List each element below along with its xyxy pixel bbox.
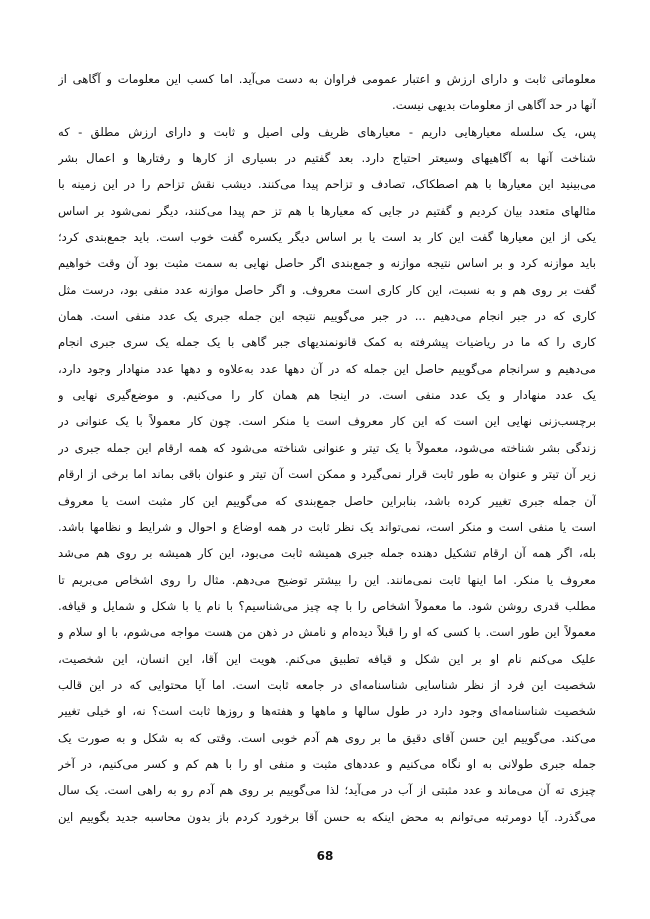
text-line: می‌گذرد. آیا دومرتبه می‌توانم به محض اینکه به حسن آقا برخورد کردم باز بدون محاسبه جدید بگوییم این (58, 809, 596, 824)
text-line: یک عدد منهادار و یک عدد منفی است. در اینجا هم همان کار را می‌کنیم. و موضع‌گیری نهایی و (58, 388, 596, 403)
text-line: زندگی بشر شناخته می‌شود، معمولاً با یک تیتر و عنوانی شناخته می‌شود که همه ارقام این جمله جبری در (58, 440, 596, 455)
text-line: پس، یک سلسله معیارهایی داریم - معیارهای ظریف ولی اصیل و ثابت و دارای ارزش مطلق - که (58, 124, 596, 139)
text-line: می‌بینید این معیارها با هم اصطکاک، تصادف و تزاحم پیدا می‌کنند. دیشب نقش تزاحم را در این زمینه با (58, 177, 596, 192)
text-line: است یا منفی است و منکر است، نمی‌تواند یک نظر ثابت در همه اوضاع و احوال و شرایط و نظامها باشد. (58, 519, 596, 534)
text-line: چیزی ته آن می‌ماند و عدد مثبتی از آب در می‌آید؛ لذا می‌گوییم بر روی هم آدم رو به راهی است. یک سال (58, 783, 596, 798)
text-line: کاری که در جبر انجام می‌دهیم ... در جبر می‌گوییم نتیجه این جمله جبری یک عدد منفی است. همان (58, 309, 596, 324)
text-line: یکی از این معیارها گفت این کار بد است یا بر اساس دیگر یکسره گفت خوب است. باید جمع‌بندی کرد؛ (58, 230, 596, 245)
text-line: معلوماتی ثابت و دارای ارزش و اعتبار عمومی فراوان به دست می‌آید. اما کسب این معلومات و آگاهی از (58, 72, 596, 86)
text-line: آن جمله جبری تغییر کرده باشد، بنابراین حاصل جمع‌بندی که می‌گوییم این کار مثبت است یا معروف (58, 493, 596, 508)
text-line: می‌دهیم و سرانجام می‌گوییم حاصل این جمله که در آن دهها عدد به‌علاوه و دهها عدد منهادار وجود دارد، (58, 361, 596, 376)
page-number: 68 (316, 849, 334, 863)
text-line: شخصیت شناسنامه‌ای وجود دارد در طول سالها و ماهها و هفته‌ها و روزها ثابت است؟ نه، او خیلی تغییر (58, 704, 596, 719)
text-line: مثالهای متعدد بیان کردیم و گفتیم در جایی که معیارها با هم تز حم پیدا می‌کنند، دیگر نمی‌شود بر اساس (58, 203, 596, 218)
text-line: باید موازنه کرد و بر اساس نتیجه موازنه و جمع‌بندی اگر حاصل نهایی به سمت مثبت بود آن وقت خواهیم (58, 256, 596, 271)
text-line: آنها در حد آگاهی از معلومات بدیهی نیست. (392, 98, 596, 113)
text-line: علیک می‌کنم نام او بر این شکل و قیافه تطبیق می‌کنم. هویت این آقا، این انسان، این شخصیت، (58, 651, 596, 666)
text-line: جمله جبری طولانی به او نگاه می‌کنیم و عددهای مثبت و منفی او را با هم کم و کسر می‌کنیم، در آخر (58, 756, 596, 771)
text-line: مطلب قدری روشن شود. ما معمولاً اشخاص را با چه چیز می‌شناسیم؟ با نام یا با شکل و شمایل و قیافه. (58, 598, 596, 613)
text-line: شخصیت این فرد از نظر شناسایی شناسنامه‌ای در جامعه ثابت است. اما آیا محتوایی که در این قالب (58, 677, 596, 692)
text-line: معروف یا منکر. اما اینها ثابت نمی‌مانند. این را بیشتر توضیح می‌دهم. مثال را روی اشخاص می‌بریم تا (58, 572, 596, 587)
text-line: معمولاً این طور است. با کسی که او را قبلاً دیده‌ام و نامش در ذهن من هست مواجه می‌شوم، با او سلام و (58, 625, 596, 640)
text-line: گفت بر روی هم و به نسبت، این کار کاری است معروف. و اگر حاصل موازنه عدد منفی بود، درست مثل (58, 282, 596, 297)
text-line: برچسب‌زنی نهایی این است که این کار معروف است یا منکر است. چون کار معمولاً با یک عنوانی در (58, 414, 596, 429)
text-line: کاری را که ما در ریاضیات پیشرفته به کمک قانونمندیهای جبر گاهی با یک جمله یک سری جبری انجام (58, 335, 596, 350)
text-line: شناخت آنها به آگاهیهای وسیعتر احتیاج دارد. بعد گفتیم در بسیاری از کارها و رفتارها و اعمال بشر (58, 151, 596, 166)
body-text (58, 66, 596, 830)
text-line: می‌کند. می‌گوییم این حسن آقای دقیق ما بر روی هم آدم خوبی است. وقتی که به شکل و به صورت یک (58, 730, 596, 745)
text-line: بله، اگر همه آن ارقام تشکیل دهنده جمله جبری همیشه ثابت می‌بود، این کار همیشه بر روی هم می‌شد (58, 546, 596, 561)
text-line: زیر آن تیتر و عنوان به طور ثابت قرار نمی‌گیرد و ممکن است آن تیتر و عنوان باقی بماند اما برخی از ارقام (58, 467, 596, 482)
